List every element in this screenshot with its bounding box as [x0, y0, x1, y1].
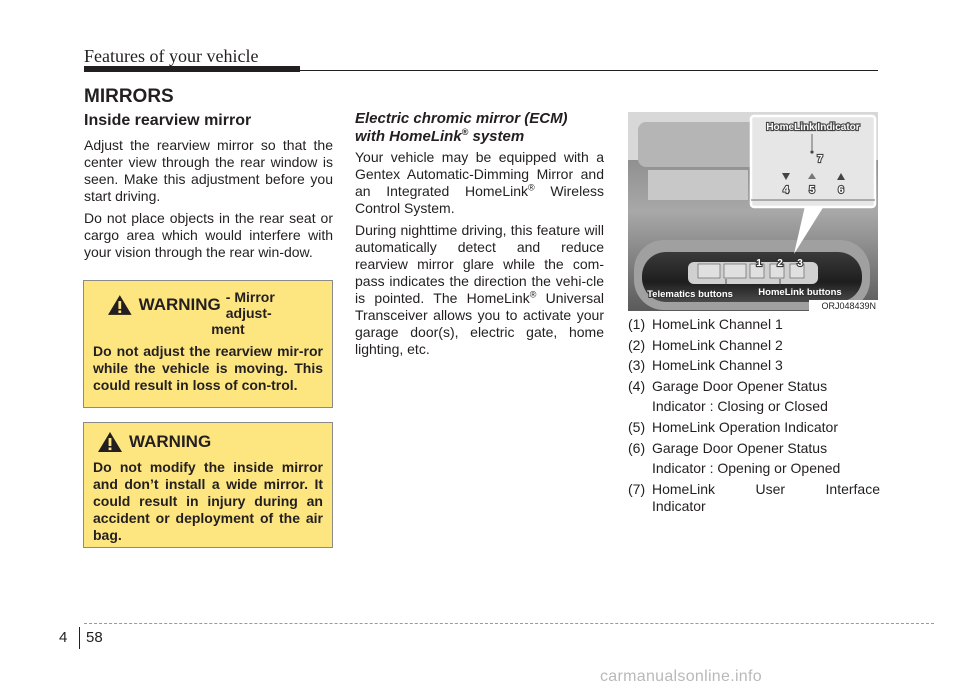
warning-subject-continued: ment	[211, 321, 245, 337]
watermark: carmanualsonline.info	[600, 668, 762, 685]
inside-mirror-heading: Inside rearview mirror	[84, 112, 252, 129]
header-bar	[84, 66, 300, 72]
running-header: Features of your vehicle	[84, 46, 259, 66]
mirror-figure	[628, 112, 878, 311]
header-rule	[300, 70, 878, 71]
section-title: MIRRORS	[84, 86, 174, 107]
warning-word: WARNING	[138, 295, 221, 314]
component-list	[628, 314, 880, 515]
list-item: (3) HomeLink Channel 3	[628, 357, 783, 374]
figure-code: ORJ048439N	[821, 301, 876, 311]
list-item: (2) HomeLink Channel 2	[628, 336, 783, 353]
warning-triangle-icon	[97, 431, 123, 453]
callout-3: 3	[797, 258, 803, 269]
footer-rule	[84, 623, 934, 624]
telematics-buttons-label: Telematics buttons	[647, 289, 733, 300]
list-item-continuation: Indicator : Opening or Opened	[652, 460, 841, 477]
warning-box-mirror-modify	[83, 422, 333, 548]
list-item: (1) HomeLink Channel 1	[628, 316, 783, 332]
chapter-number: 4	[59, 629, 68, 646]
warning-header	[93, 289, 323, 321]
ecm-heading-line-2: with HomeLink® system	[355, 127, 525, 145]
homelink-indicator-label: HomeLink Indicator	[766, 122, 860, 133]
warning-text-mirror-modify: Do not modify the inside mirror and don’t install a wide mirror. It could result in injury during an accident or deployment of the air bag.	[93, 459, 323, 543]
warning-subject: - Mirror adjust-	[225, 289, 275, 321]
warning-box-mirror-adjustment	[83, 280, 333, 408]
callout-5: 5	[809, 185, 815, 196]
list-item: (5) HomeLink Operation Indicator	[628, 418, 838, 435]
ecm-text	[355, 149, 604, 358]
ecm-paragraph-1: Your vehicle may be equipped with a Gentex Automatic-Dimming Mirror and an Integrated HomeLink® Wireless Control System.	[355, 149, 604, 216]
callout-7: 7	[817, 154, 823, 165]
warning-header	[93, 431, 323, 453]
inside-mirror-paragraph-2: Do not place objects in the rear seat or cargo area which would interfere with your vision through the rear win-dow.	[84, 210, 333, 260]
inside-mirror-text	[84, 137, 333, 261]
ecm-heading-line-1: Electric chromic mirror (ECM)	[355, 110, 568, 127]
callout-6: 6	[838, 185, 844, 196]
list-item-continuation: Indicator : Closing or Closed	[652, 398, 828, 415]
callout-2: 2	[777, 258, 783, 269]
ecm-heading	[355, 110, 604, 146]
callout-1: 1	[756, 258, 762, 269]
list-item-continuation: Indicator	[652, 497, 706, 514]
ecm-paragraph-2: During nighttime driving, this feature will automatically detect and reduce rearview mirror glare while the com-pass indicates the direction the vehi-cle is pointed. The HomeLink® Universal Transceiver allows you to activate your garage door(s), electric gate, home lighting, etc.	[355, 222, 605, 357]
warning-word: WARNING	[129, 432, 212, 451]
inside-mirror-paragraph-1: Adjust the rearview mirror so that the center view through the rear window is seen. Make this adjustment before you start driving.	[84, 137, 333, 204]
footer-divider	[79, 627, 80, 649]
list-item: (6) Garage Door Opener Status	[628, 439, 828, 456]
callout-4: 4	[783, 185, 789, 196]
page-number: 58	[86, 629, 103, 646]
warning-triangle-icon	[107, 294, 133, 316]
warning-text-mirror-adjustment: Do not adjust the rearview mir-ror while the vehicle is moving. This could result in loss of con-trol.	[93, 343, 323, 393]
homelink-buttons-label: HomeLink buttons	[758, 287, 842, 298]
list-item: (4) Garage Door Opener Status	[628, 377, 828, 394]
list-item: (7) HomeLink User Interface	[628, 480, 880, 497]
